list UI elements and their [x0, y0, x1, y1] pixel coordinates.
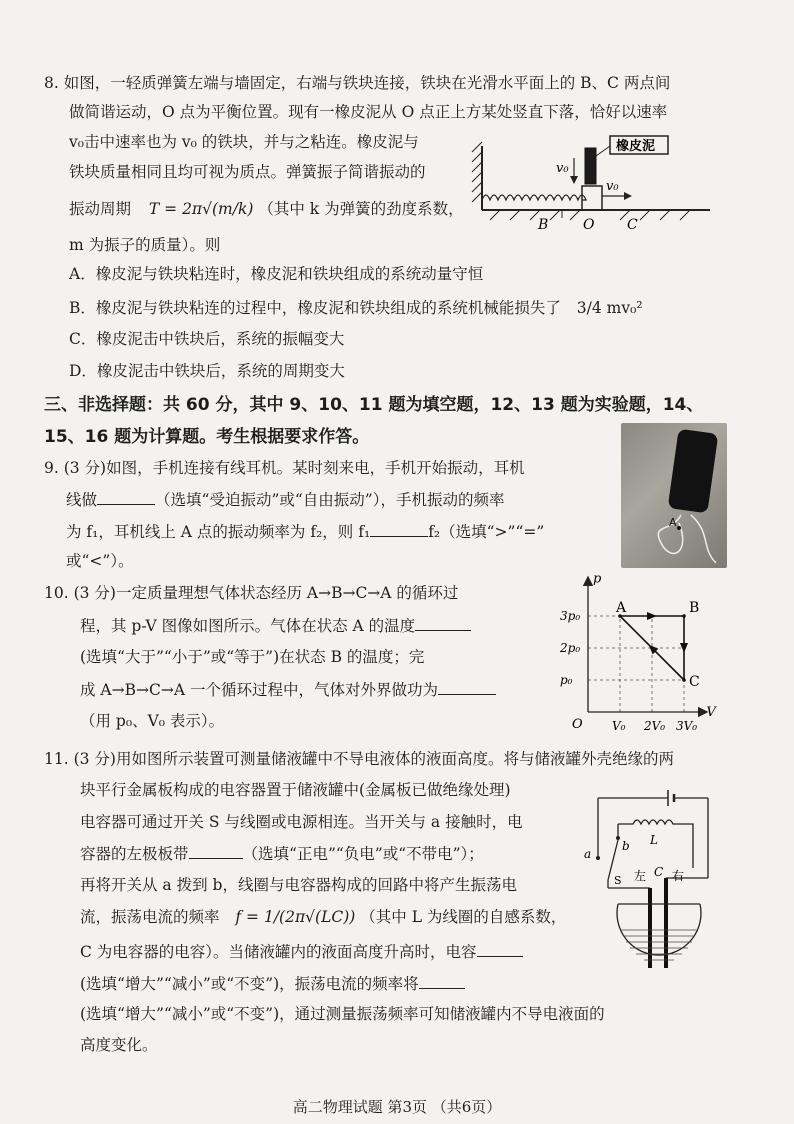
q8-option-b: B．橡皮泥与铁块粘连的过程中，橡皮泥和铁块组成的系统机械能损失了 3/4 mv₀²	[69, 299, 643, 317]
q8-point-o-label: O	[583, 217, 595, 233]
q11-plate-right-label: 右	[672, 869, 685, 883]
pv-y-axis-label: p	[593, 572, 602, 587]
q11-circuit-diagram	[578, 788, 728, 983]
pv-cycle	[618, 612, 688, 682]
q11-line7: C 为电容器的电容）。当储液罐内的液面高度升高时，电容	[80, 940, 523, 963]
pv-y-tick-label: p₀	[560, 673, 573, 687]
q11-coil-l-label: L	[650, 833, 658, 847]
q10-line3: (选填“大于”“小于”或“等于”)在状态 B 的温度；完	[80, 648, 425, 666]
q9-blank-1[interactable]	[97, 488, 155, 505]
q8-period-formula: T = 2π√(m/k)	[148, 200, 254, 218]
q9-line4: 或“<”）。	[66, 552, 134, 570]
q11-line8: (选填“增大”“减小”或“不变”)，振荡电流的频率将	[80, 972, 465, 995]
pv-grid	[588, 616, 684, 712]
q11-switch-a-label: a	[584, 847, 592, 861]
q8-point-c-label: C	[627, 217, 638, 233]
q10-blank-1[interactable]	[415, 614, 471, 631]
q10-blank-2[interactable]	[438, 678, 496, 695]
q11-line3: 电容器可通过开关 S 与线圈或电源相连。当开关与 a 接触时，电	[80, 813, 523, 831]
pv-y-tick-label: 3p₀	[560, 609, 581, 623]
q11-line9: (选填“增大”“减小”或“不变”)，通过测量振荡频率可知储液罐内不导电液面的	[80, 1005, 605, 1023]
q8-line5a: 振动周期	[69, 200, 132, 218]
q8-line1: 8. 如图，一轻质弹簧左端与墙固定，右端与铁块连接，铁块在光滑水平面上的 B、C 两点间	[44, 74, 671, 92]
pv-point-label-B: B	[689, 600, 700, 616]
q9-photo-point-a: A	[669, 516, 677, 529]
pv-point-label-C: C	[689, 674, 700, 690]
pv-y-tick-label: 2p₀	[560, 641, 581, 655]
q8-line4: 铁块质量相同且均可视为质点。弹簧振子简谐振动的	[69, 163, 426, 181]
q8-line5b: （其中 k 为弹簧的劲度系数，	[258, 200, 464, 218]
q9-line3: 为 f₁，耳机线上 A 点的振动频率为 f₂，则 f₁ f₂（选填“>”“=”	[66, 520, 544, 543]
q11-capacitor-c-label: C	[654, 865, 664, 879]
q8-rubber-label: 橡皮泥	[616, 139, 656, 154]
q11-plate-left-label: 左	[634, 869, 647, 883]
q9-phone-photo	[621, 423, 727, 568]
q8-option-a: A．橡皮泥与铁块粘连时，橡皮泥和铁块组成的系统动量守恒	[69, 265, 484, 283]
q9-line1: 9. (3 分)如图，手机连接有线耳机。某时刻来电，手机开始振动，耳机	[44, 459, 525, 477]
q10-line2: 程，其 p-V 图像如图所示。气体在状态 A 的温度	[80, 614, 471, 637]
pv-labels	[560, 572, 717, 733]
pv-point-C	[682, 678, 686, 682]
q8-v0-horizontal-label: v₀	[606, 179, 619, 194]
q11-blank-2[interactable]	[477, 940, 523, 957]
q8-line2: 做简谐运动，O 点为平衡位置。现有一橡皮泥从 O 点正上方某处竖直下落，恰好以速率	[69, 103, 668, 121]
pv-point-B	[682, 614, 686, 618]
pv-arrow-A-B	[647, 612, 657, 620]
pv-x-axis-label: V	[706, 705, 716, 720]
q11-switch-b-label: b	[622, 839, 630, 853]
q10-line1: 10. (3 分)一定质量理想气体状态经历 A→B→C→A 的循环过	[44, 584, 459, 602]
q8-line6: m 为振子的质量）。则	[69, 236, 221, 254]
page-footer: 高二物理试题 第3页 （共6页）	[292, 1098, 502, 1116]
q11-line10: 高度变化。	[80, 1036, 158, 1054]
q8-option-d: D．橡皮泥击中铁块后，系统的周期变大	[69, 362, 345, 380]
q11-line4: 容器的左极板带 （选填“正电”“负电”或“不带电”）；	[80, 842, 484, 865]
q8-optb-formula: 3/4 mv₀²	[576, 299, 643, 317]
pv-x-tick-label: V₀	[612, 719, 626, 733]
q11-blank-3[interactable]	[419, 972, 465, 989]
q11-line1: 11. (3 分)用如图所示装置可测量储液罐中不导电液体的液面高度。将与储液罐外壳绝缘的两	[44, 750, 674, 768]
q10-line4: 成 A→B→C→A 一个循环过程中，气体对外界做功为	[80, 678, 496, 701]
q11-blank-1[interactable]	[189, 842, 243, 859]
q8-spring-diagram	[470, 128, 720, 234]
q10-pv-chart	[560, 572, 740, 736]
earphone-cable	[621, 423, 727, 568]
pv-x-tick-label: 3V₀	[676, 719, 698, 733]
q11-freq-formula: f = 1/(2π√(LC))	[235, 908, 356, 926]
q8-option-c: C．橡皮泥击中铁块后，系统的振幅变大	[69, 330, 345, 348]
q8-line5	[69, 198, 464, 220]
q11-line5: 再将开关从 a 拨到 b，线圈与电容器构成的回路中将产生振荡电	[80, 876, 517, 894]
q8-v0-vertical-label: v₀	[556, 161, 569, 176]
q9-line2: 线做 （选填“受迫振动”或“自由振动”），手机振动的频率	[66, 488, 504, 511]
q8-point-b-label: B	[538, 217, 549, 233]
pv-point-label-A: A	[616, 600, 627, 616]
q10-line5: （用 p₀、V₀ 表示）。	[80, 712, 225, 730]
pv-arrow-B-C	[680, 643, 688, 653]
q9-blank-2[interactable]	[370, 520, 428, 537]
q11-switch-s-label: S	[614, 874, 622, 887]
q11-line2: 块平行金属板构成的电容器置于储液罐中(金属板已做绝缘处理)	[80, 781, 511, 799]
q8-line3: v₀击中速率也为 v₀ 的铁块，并与之粘连。橡皮泥与	[69, 133, 419, 151]
pv-origin-label: O	[572, 717, 583, 732]
pv-x-tick-label: 2V₀	[644, 719, 666, 733]
q11-line6: 流，振荡电流的频率 f = 1/(2π√(LC)) （其中 L 为线圈的自感系数，	[80, 908, 567, 926]
section3-line1: 三、非选择题：共 60 分，其中 9、10、11 题为填空题，12、13 题为实验题，14、	[44, 395, 704, 415]
section3-line2: 15、16 题为计算题。考生根据要求作答。	[44, 427, 370, 447]
